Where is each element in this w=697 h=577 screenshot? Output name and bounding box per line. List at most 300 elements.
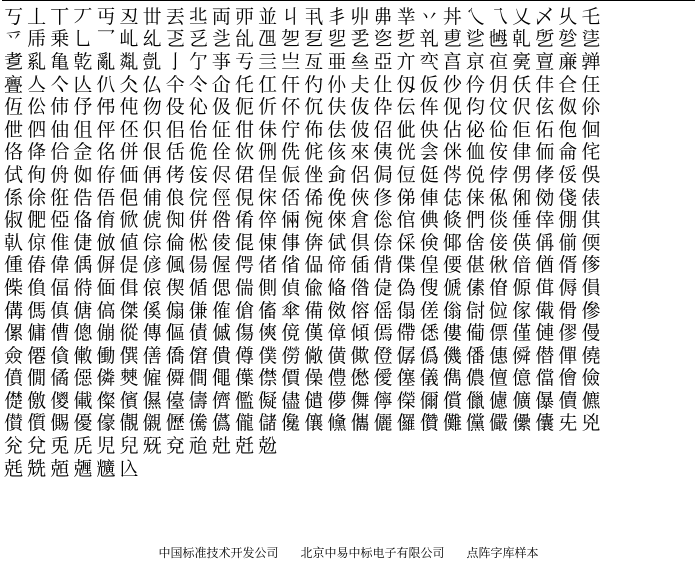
glyph-cell: 伵 (27, 118, 47, 141)
glyph-cell: 亹 (4, 73, 24, 96)
glyph-cell: 僙 (327, 344, 347, 367)
glyph-cell: 亴 (512, 51, 532, 73)
glyph-row (2, 74, 695, 97)
glyph-cell: 來 (350, 141, 370, 164)
glyph-cell: 俖 (281, 186, 301, 209)
glyph-cell: 佺 (211, 141, 231, 164)
glyph-cell: 偳 (234, 277, 254, 299)
glyph-cell: 伂 (50, 96, 70, 119)
glyph-cell: 丗 (142, 6, 162, 28)
glyph-cell: 俆 (27, 186, 47, 209)
glyph-cell: 儺 (442, 412, 462, 435)
glyph-cell: 兗 (165, 435, 185, 458)
glyph-cell: 兊 (4, 435, 24, 458)
glyph-cell: 僄 (489, 322, 509, 345)
glyph-cell: 亼 (27, 73, 47, 96)
glyph-cell: 侽 (512, 164, 532, 186)
glyph-cell: 丄 (27, 6, 47, 28)
glyph-cell: 佱 (73, 141, 93, 164)
glyph-cell: 僉 (4, 344, 24, 367)
glyph-cell: 乷 (465, 28, 485, 51)
glyph-cell: 儥 (558, 390, 578, 412)
glyph-cell: 亊 (211, 51, 231, 73)
footer-org-1: 中国标准技术开发公司 (158, 545, 279, 560)
glyph-cell: 亪 (419, 51, 439, 73)
glyph-cell: 偭 (96, 277, 116, 299)
glyph-cell: 俿 (142, 209, 162, 232)
glyph-cell: 傹 (281, 322, 301, 345)
glyph-cell: 僣 (535, 344, 555, 367)
glyph-cell: 俉 (96, 186, 116, 209)
glyph-cell: 倆 (281, 209, 301, 232)
glyph-cell: 僒 (188, 344, 208, 367)
glyph-cell: 俒 (188, 186, 208, 209)
glyph-cell: 偽 (396, 277, 416, 299)
glyph-cell: 伷 (50, 118, 70, 141)
glyph-cell: 乯 (350, 28, 370, 51)
glyph-cell: 僯 (96, 367, 116, 390)
glyph-cell: 儶 (350, 412, 370, 435)
glyph-cell: 侟 (96, 164, 116, 186)
glyph-cell: 偐 (142, 254, 162, 277)
glyph-cell: 儝 (396, 390, 416, 412)
glyph-cell: 乊 (4, 28, 24, 51)
glyph-cell: 傜 (373, 299, 393, 322)
glyph-cell: 乕 (27, 28, 47, 51)
glyph-cell: 億 (512, 367, 532, 390)
glyph-cell: 僼 (327, 367, 347, 390)
glyph-cell: 乧 (211, 28, 231, 51)
glyph-cell: 佇 (281, 118, 301, 141)
glyph-cell: 傐 (96, 299, 116, 322)
glyph-cell: 乵 (419, 28, 439, 51)
glyph-cell: 乶 (442, 28, 462, 51)
glyph-cell: 伖 (350, 96, 370, 119)
glyph-cell: 侂 (304, 141, 324, 164)
glyph-cell: 乿 (27, 51, 47, 73)
glyph-cell: 偩 (27, 277, 47, 299)
glyph-cell: 乗 (50, 28, 70, 51)
glyph-cell: 侚 (27, 164, 47, 186)
glyph-cell: 僎 (119, 344, 139, 367)
glyph-cell: 偓 (211, 254, 231, 277)
glyph-cell: 侴 (327, 164, 347, 186)
glyph-cell: 侱 (258, 164, 278, 186)
glyph-cell: 傔 (188, 299, 208, 322)
glyph-cell: 伋 (211, 96, 231, 119)
glyph-cell: 僛 (350, 344, 370, 367)
glyph-cell: 佅 (258, 118, 278, 141)
glyph-cell: 儲 (258, 412, 278, 435)
glyph-cell: 侰 (234, 164, 254, 186)
glyph-cell: 兇 (581, 412, 601, 435)
glyph-cell: 傚 (327, 299, 347, 322)
glyph-cell: 倗 (558, 209, 578, 232)
glyph-cell: 亸 (581, 51, 601, 73)
glyph-cell: 僠 (465, 344, 485, 367)
glyph-row (2, 51, 695, 74)
glyph-cell: 儳 (281, 412, 301, 435)
glyph-cell: 儘 (281, 390, 301, 412)
glyph-cell: 偦 (558, 254, 578, 277)
glyph-cell: 僊 (27, 344, 47, 367)
glyph-cell: 侹 (419, 164, 439, 186)
glyph-row (2, 96, 695, 119)
glyph-cell: 儜 (373, 390, 393, 412)
glyph-cell: 仺 (558, 73, 578, 96)
glyph-cell: 債 (188, 322, 208, 345)
glyph-cell: 仠 (281, 73, 301, 96)
glyph-cell: 傢 (512, 299, 532, 322)
glyph-cell: 伄 (96, 96, 116, 119)
glyph-cell: 仩 (373, 73, 393, 96)
glyph-cell: 偊 (73, 254, 93, 277)
glyph-cell: 偫 (73, 277, 93, 299)
glyph-cell: 仐 (165, 73, 185, 96)
glyph-cell: 兏 (73, 435, 93, 458)
glyph-cell: 僟 (442, 344, 462, 367)
glyph-cell: 乮 (327, 28, 347, 51)
glyph-cell: 伿 (142, 118, 162, 141)
glyph-cell: 僰 (119, 367, 139, 390)
glyph-cell: 俬 (489, 186, 509, 209)
glyph-cell: 亄 (142, 51, 162, 73)
glyph-cell: 伇 (165, 96, 185, 119)
glyph-cell: 値 (119, 231, 139, 254)
glyph-cell: 乥 (188, 28, 208, 51)
glyph-cell: 亾 (73, 73, 93, 96)
glyph-cell: 儌 (27, 390, 47, 412)
glyph-cell: 偅 (4, 254, 24, 277)
glyph-cell: 倻 (442, 231, 462, 254)
glyph-cell: 佭 (27, 141, 47, 164)
glyph-cell: 儵 (327, 412, 347, 435)
glyph-cell: 佨 (558, 118, 578, 141)
glyph-cell: 儀 (419, 367, 439, 390)
glyph-cell: 佫 (4, 141, 24, 164)
glyph-cell: 仜 (258, 73, 278, 96)
glyph-cell: 俔 (234, 186, 254, 209)
glyph-cell: 乄 (535, 6, 555, 28)
glyph-cell: 倲 (258, 231, 278, 254)
glyph-cell: 兒 (119, 435, 139, 458)
glyph-cell: 佖 (465, 118, 485, 141)
glyph-cell: 傦 (558, 299, 578, 322)
glyph-cell: 乀 (465, 6, 485, 28)
glyph-cell: 亙 (304, 51, 324, 73)
glyph-cell: 傾 (350, 322, 370, 345)
glyph-cell: 乢 (119, 28, 139, 51)
glyph-cell: 傳 (142, 322, 162, 345)
glyph-cell: 乺 (535, 28, 555, 51)
glyph-cell: 儎 (73, 390, 93, 412)
glyph-cell: 傑 (119, 299, 139, 322)
glyph-cell: 倳 (281, 231, 301, 254)
glyph-cell: 倈 (327, 209, 347, 232)
glyph-cell: 傗 (258, 299, 278, 322)
glyph-cell: 僥 (581, 344, 601, 367)
glyph-cell: 倧 (142, 231, 162, 254)
glyph-cell: 僇 (558, 322, 578, 345)
glyph-cell: 仛 (234, 73, 254, 96)
glyph-cell: 俹 (50, 209, 70, 232)
glyph-cell: 倐 (442, 209, 462, 232)
footer-caption: 点阵字库样本 (466, 545, 539, 560)
glyph-cell: 俕 (258, 186, 278, 209)
glyph-cell: 俥 (419, 186, 439, 209)
glyph-cell: 儣 (512, 390, 532, 412)
glyph-cell: 兎 (50, 435, 70, 458)
glyph-cell: 儴 (304, 412, 324, 435)
glyph-cell: 俻 (73, 209, 93, 232)
glyph-cell: 僁 (419, 322, 439, 345)
glyph-cell: 乤 (165, 28, 185, 51)
glyph-cell: 伻 (96, 118, 116, 141)
glyph-cell: 丷 (419, 6, 439, 28)
glyph-cell: 兤 (96, 457, 116, 480)
glyph-cell: 仌 (119, 73, 139, 96)
glyph-cell: 倛 (581, 209, 601, 232)
glyph-cell: 傤 (535, 299, 555, 322)
glyph-cell: 仧 (350, 73, 370, 96)
glyph-cell: 俢 (373, 186, 393, 209)
glyph-cell: 倓 (489, 209, 509, 232)
glyph-cell: 児 (96, 435, 116, 458)
glyph-cell: 俷 (27, 209, 47, 232)
glyph-cell: 侘 (581, 141, 601, 164)
glyph-cell: 價 (281, 367, 301, 390)
glyph-cell: 亖 (258, 51, 278, 73)
glyph-grid (2, 6, 695, 480)
glyph-cell: 儼 (489, 412, 509, 435)
glyph-cell: 仭 (396, 73, 416, 96)
glyph-cell: 仯 (442, 73, 462, 96)
glyph-cell: 儬 (119, 412, 139, 435)
glyph-cell: 侭 (211, 164, 231, 186)
glyph-cell: 伩 (489, 96, 509, 119)
glyph-row (2, 164, 695, 187)
glyph-cell: 乚 (73, 28, 93, 51)
glyph-cell: 儰 (211, 412, 231, 435)
glyph-cell: 伜 (373, 96, 393, 119)
glyph-cell: 俴 (558, 186, 578, 209)
glyph-cell: 傇 (535, 277, 555, 299)
glyph-cell: 乻 (558, 28, 578, 51)
glyph-cell: 丣 (234, 6, 254, 28)
glyph-cell: 伨 (465, 96, 485, 119)
footer (2, 541, 695, 563)
glyph-cell: 侶 (350, 164, 370, 186)
glyph-cell: 兛 (234, 435, 254, 458)
glyph-cell: 僌 (73, 344, 93, 367)
glyph-cell: 丆 (73, 6, 93, 28)
glyph-cell: 亯 (442, 51, 462, 73)
glyph-cell: 倽 (465, 231, 485, 254)
glyph-cell: 儷 (373, 412, 393, 435)
glyph-cell: 傟 (442, 299, 462, 322)
glyph-cell: 儔 (188, 390, 208, 412)
glyph-cell: 侊 (396, 141, 416, 164)
glyph-cell: 仏 (142, 73, 162, 96)
glyph-cell: 伈 (188, 96, 208, 119)
glyph-cell: 儫 (96, 412, 116, 435)
glyph-cell: 侸 (396, 164, 416, 186)
glyph-cell: 丼 (442, 6, 462, 28)
glyph-cell: 仦 (327, 73, 347, 96)
glyph-cell: 倱 (234, 231, 254, 254)
glyph-row (2, 435, 695, 458)
glyph-cell: 僜 (373, 344, 393, 367)
glyph-cell: 侕 (535, 141, 555, 164)
glyph-cell: 俽 (119, 209, 139, 232)
glyph-cell: 兞 (4, 457, 24, 480)
glyph-cell: 儸 (396, 412, 416, 435)
glyph-cell: 侙 (4, 164, 24, 186)
glyph-cell: 傝 (396, 299, 416, 322)
glyph-cell: 侺 (442, 164, 462, 186)
glyph-cell: 僆 (535, 322, 555, 345)
glyph-cell: 亝 (350, 51, 370, 73)
glyph-cell: 僐 (142, 344, 162, 367)
glyph-cell: 儢 (489, 390, 509, 412)
glyph-cell: 侞 (73, 164, 93, 186)
glyph-cell: 俰 (512, 186, 532, 209)
glyph-cell: 僀 (396, 322, 416, 345)
glyph-cell: 偀 (512, 231, 532, 254)
glyph-cell: 伕 (327, 96, 347, 119)
glyph-row (2, 187, 695, 210)
glyph-cell: 儉 (581, 367, 601, 390)
glyph-cell: 儯 (188, 412, 208, 435)
glyph-cell: 侜 (50, 164, 70, 186)
glyph-cell: 佊 (350, 118, 370, 141)
glyph-cell: 傯 (73, 322, 93, 345)
glyph-cell: 乛 (96, 28, 116, 51)
glyph-cell: 佪 (581, 118, 601, 141)
glyph-cell: 儧 (4, 412, 24, 435)
glyph-cell: 偔 (234, 254, 254, 277)
glyph-cell: 僴 (188, 367, 208, 390)
glyph-cell: 伾 (119, 118, 139, 141)
glyph-cell: 僘 (304, 344, 324, 367)
glyph-cell: 偄 (581, 231, 601, 254)
glyph-cell: 兝 (258, 435, 278, 458)
glyph-cell: 亷 (558, 51, 578, 73)
glyph-cell: 傋 (4, 299, 24, 322)
glyph-cell: 伃 (73, 96, 93, 119)
glyph-cell: 佌 (396, 118, 416, 141)
glyph-cell: 儙 (304, 390, 324, 412)
glyph-cell: 儾 (535, 412, 555, 435)
glyph-cell: 儻 (465, 412, 485, 435)
glyph-row (2, 300, 695, 323)
glyph-cell: 兟 (27, 457, 47, 480)
glyph-row (2, 232, 695, 255)
glyph-cell: 乲 (373, 28, 393, 51)
glyph-cell: 儊 (4, 390, 24, 412)
glyph-cell: 偡 (465, 254, 485, 277)
glyph-cell: 乂 (512, 6, 532, 28)
glyph-cell: 僅 (512, 322, 532, 345)
glyph-cell: 丏 (96, 6, 116, 28)
glyph-cell: 倷 (373, 231, 393, 254)
glyph-cell: 亃 (119, 51, 139, 73)
glyph-cell: 儂 (465, 367, 485, 390)
glyph-cell: 儕 (211, 390, 231, 412)
glyph-cell: 僽 (350, 367, 370, 390)
glyph-cell: 佽 (234, 141, 254, 164)
glyph-cell: 丟 (165, 6, 185, 28)
glyph-cell: 傰 (96, 322, 116, 345)
glyph-cell: 倕 (512, 209, 532, 232)
glyph-cell: 偍 (119, 254, 139, 277)
glyph-cell: 僤 (558, 344, 578, 367)
glyph-cell: 侌 (419, 141, 439, 164)
glyph-cell: 儅 (535, 367, 555, 390)
glyph-cell: 乹 (512, 28, 532, 51)
glyph-cell: 侾 (535, 164, 555, 186)
glyph-cell: 兙 (211, 435, 231, 458)
glyph-cell: 亽 (50, 73, 70, 96)
glyph-cell: 俍 (165, 186, 185, 209)
glyph-row (2, 142, 695, 165)
glyph-cell: 亁 (73, 51, 93, 73)
glyph-cell: 僷 (234, 367, 254, 390)
glyph-cell: 僕 (258, 344, 278, 367)
glyph-cell: 佋 (373, 118, 393, 141)
glyph-cell: 兘 (188, 435, 208, 458)
glyph-cell: 傒 (142, 299, 162, 322)
glyph-cell: 倝 (4, 231, 24, 254)
glyph-cell: 僾 (373, 367, 393, 390)
glyph-cell: 佡 (489, 118, 509, 141)
glyph-cell: 偋 (96, 254, 116, 277)
glyph-cell: 僲 (165, 367, 185, 390)
glyph-cell: 儐 (119, 390, 139, 412)
glyph-cell: 倖 (535, 209, 555, 232)
glyph-cell: 両 (211, 6, 231, 28)
glyph-cell: 偺 (350, 277, 370, 299)
glyph-cell: 侷 (373, 164, 393, 186)
glyph-cell: 伳 (4, 118, 24, 141)
glyph-cell: 乭 (304, 28, 324, 51)
glyph-cell: 伆 (142, 96, 162, 119)
glyph-cell: 倌 (396, 209, 416, 232)
glyph-cell: 傛 (350, 299, 370, 322)
glyph-cell: 偠 (442, 254, 462, 277)
glyph-cell: 乪 (258, 28, 278, 51)
glyph-cell: 傕 (211, 299, 231, 322)
glyph-cell: 倿 (489, 231, 509, 254)
glyph-cell: 倇 (304, 209, 324, 232)
glyph-row (2, 413, 695, 436)
glyph-cell: 儨 (27, 412, 47, 435)
glyph-cell: 儮 (165, 412, 185, 435)
glyph-cell: 儃 (489, 367, 509, 390)
glyph-cell: 儩 (50, 412, 70, 435)
glyph-cell: 仈 (96, 73, 116, 96)
glyph-cell: 俇 (50, 186, 70, 209)
glyph-cell: 儓 (165, 390, 185, 412)
glyph-cell: 仢 (304, 73, 324, 96)
glyph-cell: 佹 (188, 141, 208, 164)
glyph-cell: 伡 (419, 96, 439, 119)
glyph-cell: 侢 (142, 164, 162, 186)
glyph-cell: 兣 (73, 457, 93, 480)
glyph-cell: 仹 (535, 73, 555, 96)
glyph-cell: 僶 (211, 367, 231, 390)
glyph-cell: 傮 (50, 322, 70, 345)
